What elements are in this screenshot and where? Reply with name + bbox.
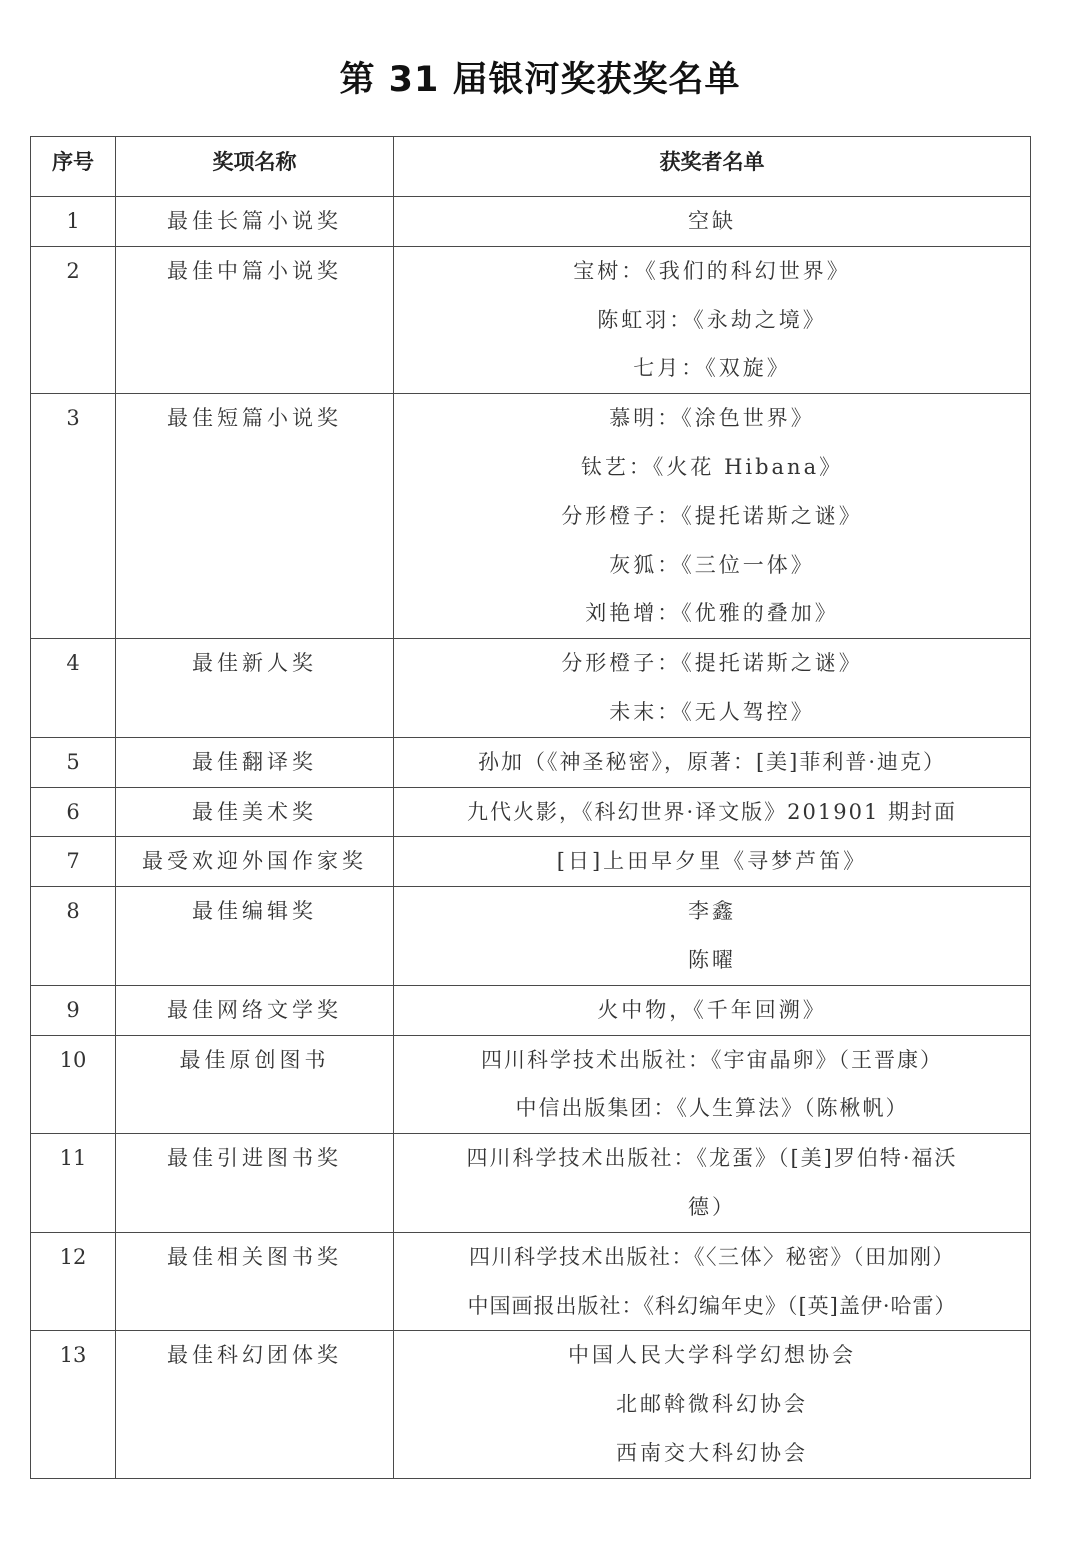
winner-line: 钛艺：《火花 Hibana》 [580, 454, 844, 479]
winner-line: 四川科学技术出版社：《龙蛋》（[美]罗伯特·福沃 [466, 1146, 958, 1171]
winner-line: [日]上田早夕里《寻梦芦笛》 [556, 849, 868, 874]
winner-line: 中国人民大学科学幻想协会 [568, 1343, 856, 1368]
row-number: 5 [31, 737, 116, 787]
award-name: 最佳编辑奖 [116, 887, 394, 986]
winner-line: 宝树：《我们的科幻世界》 [573, 258, 851, 283]
table-row [31, 737, 1031, 787]
row-number: 1 [31, 197, 116, 247]
winner-line: 慕明：《涂色世界》 [609, 406, 815, 431]
winner-line: 七月：《双旋》 [633, 356, 791, 381]
header-award-name: 奖项名称 [116, 137, 394, 197]
winners-cell [394, 197, 1031, 247]
award-name: 最佳长篇小说奖 [116, 197, 394, 247]
table-row [31, 787, 1031, 837]
document-title: 第 31 届银河奖获奖名单 [339, 60, 741, 100]
winner-line: 四川科学技术出版社：《〈三体〉秘密》（田加刚） [469, 1244, 955, 1269]
winners-cell [394, 985, 1031, 1035]
award-name: 最佳中篇小说奖 [116, 246, 394, 393]
winner-line: 分形橙子：《提托诺斯之谜》 [561, 503, 863, 528]
awards-table [30, 136, 1031, 1479]
row-number: 6 [31, 787, 116, 837]
winner-line: 德） [688, 1194, 736, 1219]
row-number: 3 [31, 394, 116, 639]
row-number: 12 [31, 1232, 116, 1331]
winners-cell [394, 737, 1031, 787]
award-name: 最佳新人奖 [116, 639, 394, 738]
winners-cell [394, 1331, 1031, 1478]
row-number: 7 [31, 837, 116, 887]
winners-cell [394, 394, 1031, 639]
table-row [31, 887, 1031, 986]
winners-cell [394, 887, 1031, 986]
winner-line: 中国画报出版社：《科幻编年史》（[英]盖伊·哈雷） [467, 1293, 957, 1318]
winner-line: 火中物，《千年回溯》 [597, 997, 827, 1022]
award-name: 最佳翻译奖 [116, 737, 394, 787]
award-name: 最佳引进图书奖 [116, 1134, 394, 1233]
award-name: 最佳科幻团体奖 [116, 1331, 394, 1478]
table-header-row [31, 137, 1031, 197]
table-row [31, 1134, 1031, 1233]
table-row [31, 246, 1031, 393]
winner-line: 西南交大科幻协会 [616, 1440, 808, 1465]
winner-line: 孙加（《神圣秘密》，原著：[美]菲利普·迪克） [477, 749, 947, 774]
table-row [31, 1331, 1031, 1478]
winners-cell [394, 1232, 1031, 1331]
winner-line: 中信出版集团：《人生算法》（陈楸帆） [515, 1096, 909, 1121]
table-row [31, 1232, 1031, 1331]
award-name: 最佳短篇小说奖 [116, 394, 394, 639]
winners-cell [394, 1134, 1031, 1233]
row-number: 13 [31, 1331, 116, 1478]
row-number: 8 [31, 887, 116, 986]
winner-line: 李鑫 [688, 899, 736, 924]
winner-line: 空缺 [688, 209, 736, 233]
table-row [31, 837, 1031, 887]
row-number: 10 [31, 1035, 116, 1134]
row-number: 9 [31, 985, 116, 1035]
award-name: 最佳网络文学奖 [116, 985, 394, 1035]
header-winners: 获奖者名单 [394, 137, 1031, 197]
winner-line: 刘艳增：《优雅的叠加》 [585, 601, 839, 626]
row-number: 11 [31, 1134, 116, 1233]
award-name: 最佳美术奖 [116, 787, 394, 837]
winners-cell [394, 639, 1031, 738]
award-name: 最佳相关图书奖 [116, 1232, 394, 1331]
winners-cell [394, 837, 1031, 887]
winners-cell [394, 787, 1031, 837]
winner-line: 分形橙子：《提托诺斯之谜》 [561, 651, 863, 676]
winner-line: 未末：《无人驾控》 [609, 699, 815, 724]
winners-cell [394, 246, 1031, 393]
table-row [31, 985, 1031, 1035]
table-row [31, 1035, 1031, 1134]
winner-line: 陈虹羽：《永劫之境》 [597, 307, 827, 332]
winner-line: 陈曜 [688, 947, 736, 972]
award-name: 最受欢迎外国作家奖 [116, 837, 394, 887]
winner-line: 北邮斡微科幻协会 [616, 1392, 808, 1417]
winners-cell [394, 1035, 1031, 1134]
table-row [31, 394, 1031, 639]
winner-line: 九代火影，《科幻世界·译文版》201901 期封面 [466, 799, 957, 824]
award-name: 最佳原创图书 [116, 1035, 394, 1134]
header-number: 序号 [31, 137, 116, 197]
row-number: 4 [31, 639, 116, 738]
winner-line: 四川科学技术出版社：《宇宙晶卵》（王晋康） [481, 1047, 943, 1072]
table-row [31, 639, 1031, 738]
winner-line: 灰狐：《三位一体》 [609, 552, 815, 577]
row-number: 2 [31, 246, 116, 393]
table-row [31, 197, 1031, 247]
